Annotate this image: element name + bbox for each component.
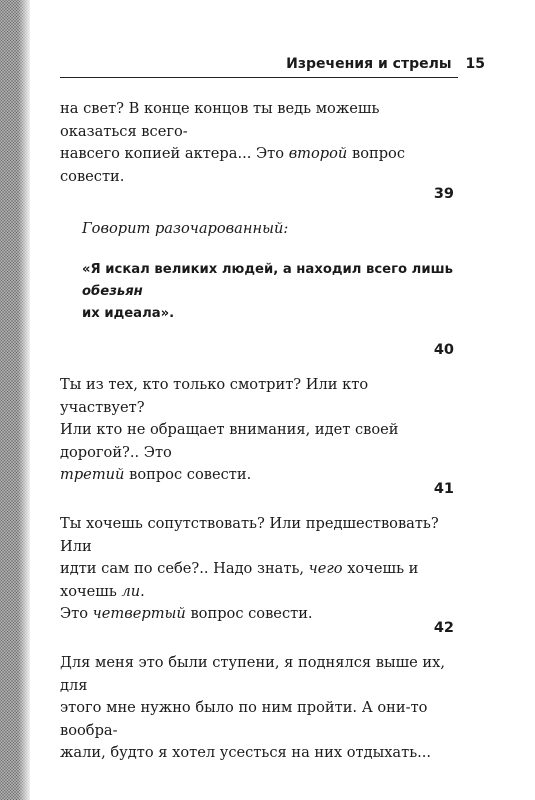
text-line: этого мне нужно было по ним пройти. А они-то вообра- [60, 699, 428, 739]
italic-word: чего [308, 560, 343, 577]
aphorism-42-text [60, 652, 456, 765]
italic-word: ли [121, 582, 141, 600]
aphorism-41-text [60, 513, 456, 626]
italic-word: третий [60, 466, 125, 483]
text-line: Ты хочешь сопутствовать? Или предшествовать? Или [60, 515, 439, 555]
text-line: третий вопрос совести. [60, 466, 252, 483]
aphorism-40-text [60, 374, 456, 487]
text-line: «Я искал великих людей, а находил всего лишь обезьян [82, 262, 453, 299]
aphorism-number-42: 42 [433, 620, 454, 636]
text-line: идти сам по себе?.. Надо знать, чего хочешь и хочешь ли. [60, 560, 419, 600]
aphorism-number-39: 39 [433, 186, 454, 202]
paragraph-continued [60, 98, 456, 188]
text-line: жали, будто я хотел усесться на них отдыхать... [60, 744, 432, 761]
aphorism-39-quote [82, 259, 462, 325]
text-line: Это четвертый вопрос совести. [60, 605, 313, 622]
text-line: их идеала». [82, 306, 175, 321]
running-head [60, 56, 485, 72]
header-rule [60, 77, 458, 78]
italic-word: четвертый [92, 605, 186, 622]
page-number: 15 [465, 56, 485, 72]
aphorism-number-40: 40 [433, 342, 454, 358]
text-line: навсего копией актера... Это второй вопрос совести. [60, 145, 406, 185]
text-line: Для меня это были ступени, я поднялся выше их, для [60, 654, 446, 694]
italic-word: второй [288, 145, 348, 162]
text-line: Или кто не обращает внимания, идет своей дорогой?.. Это [60, 421, 399, 461]
italic-word: обезьян [82, 284, 143, 299]
running-head-title: Изречения и стрелы [286, 56, 452, 72]
text-line: Ты из тех, кто только смотрит? Или кто участвует? [60, 376, 369, 416]
aphorism-number-41: 41 [433, 481, 454, 497]
text-line: на свет? В конце концов ты ведь можешь оказаться всего- [60, 100, 380, 140]
aphorism-39-intro: Говорит разочарованный: [82, 220, 289, 237]
